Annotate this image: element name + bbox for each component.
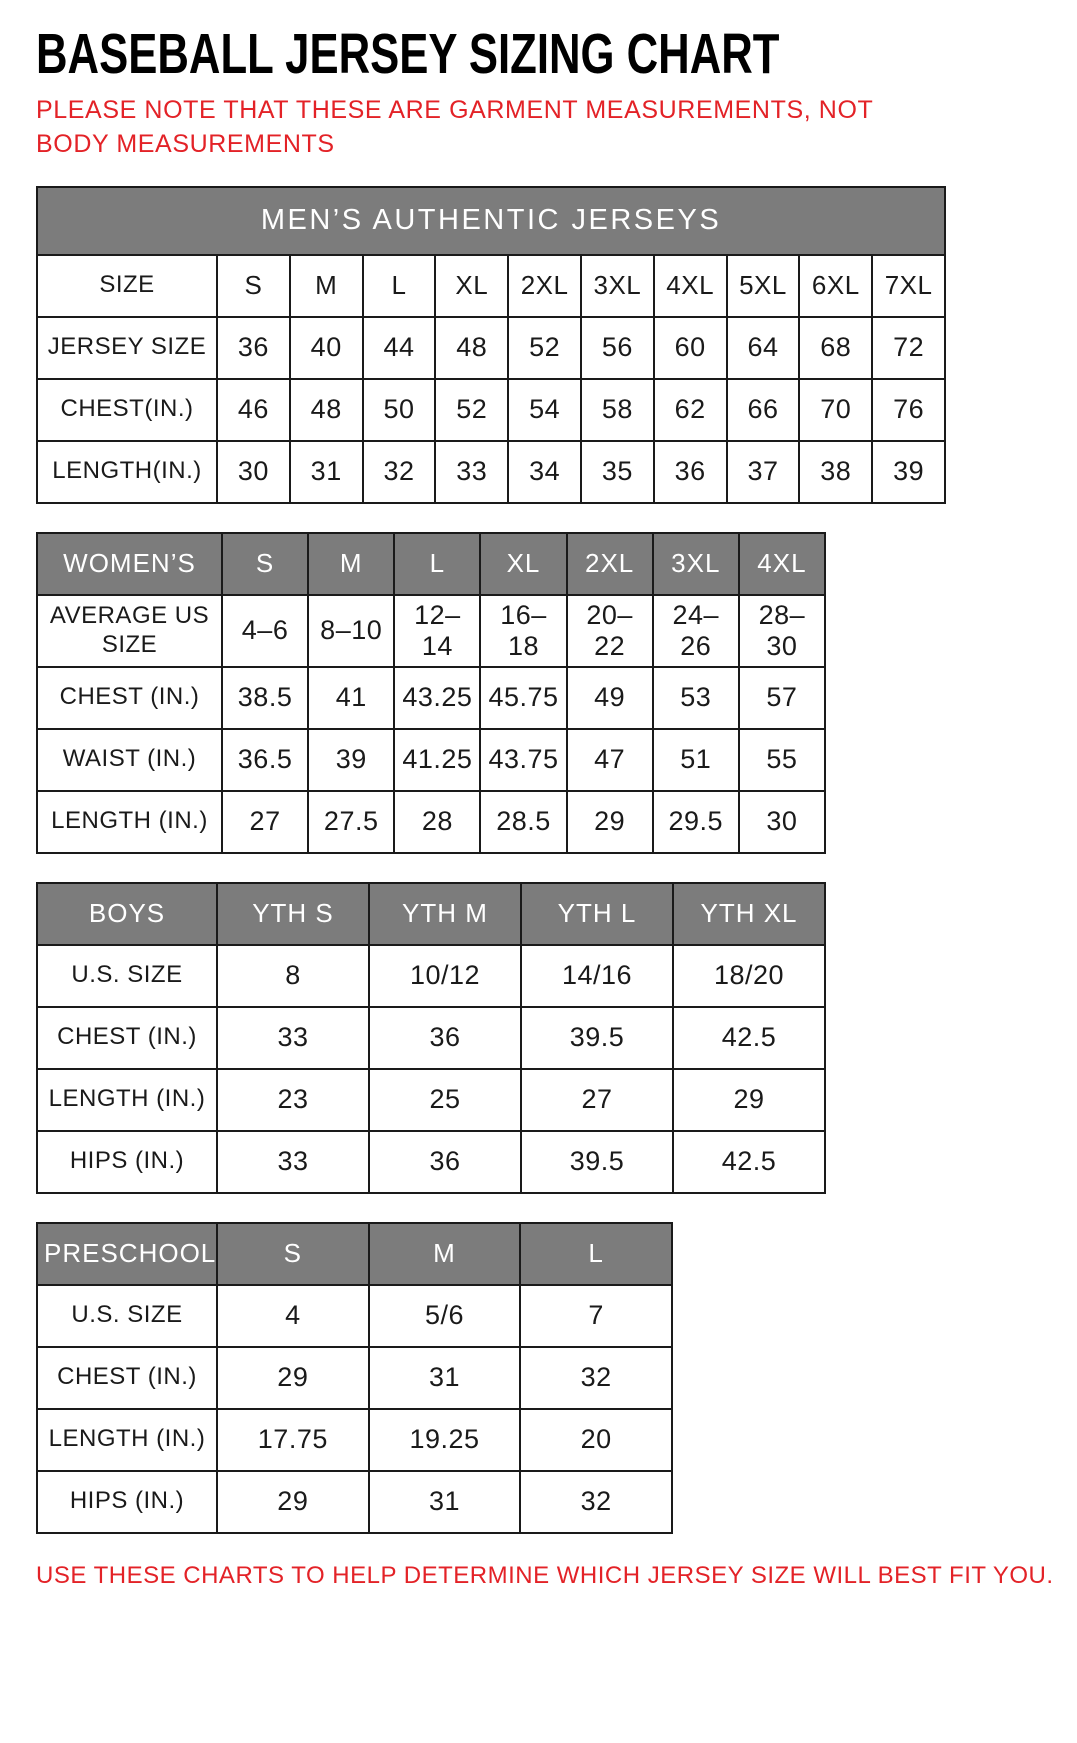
boys-value-cell: 36 [369, 1007, 521, 1069]
womens-size-table [36, 532, 826, 854]
womens-row-label: LENGTH (IN.) [37, 791, 222, 853]
mens-value-cell: 36 [654, 441, 727, 503]
womens-header-cell: XL [480, 533, 566, 595]
boys-data-row [37, 1131, 825, 1193]
preschool-row-label: HIPS (IN.) [37, 1471, 217, 1533]
womens-value-cell: 53 [653, 667, 739, 729]
womens-table-container [36, 532, 1077, 854]
womens-value-cell: 55 [739, 729, 825, 791]
boys-value-cell: 14/16 [521, 945, 673, 1007]
mens-value-cell: 76 [872, 379, 945, 441]
boys-value-cell: 27 [521, 1069, 673, 1131]
mens-data-row [37, 379, 945, 441]
preschool-data-row [37, 1409, 672, 1471]
preschool-value-cell: 4 [217, 1285, 369, 1347]
boys-value-cell: 33 [217, 1131, 369, 1193]
mens-value-cell: 30 [217, 441, 290, 503]
preschool-data-row [37, 1285, 672, 1347]
womens-row-label: AVERAGE US SIZE [37, 595, 222, 667]
preschool-data-row [37, 1471, 672, 1533]
mens-value-cell: 68 [799, 317, 872, 379]
womens-value-cell: 29.5 [653, 791, 739, 853]
mens-value-cell: 56 [581, 317, 654, 379]
mens-value-cell: 48 [290, 379, 363, 441]
boys-row-label: CHEST (IN.) [37, 1007, 217, 1069]
mens-value-cell: 37 [727, 441, 800, 503]
boys-row-label: HIPS (IN.) [37, 1131, 217, 1193]
mens-header-cell: 2XL [508, 255, 581, 317]
preschool-row-label: U.S. SIZE [37, 1285, 217, 1347]
mens-header-cell: 5XL [727, 255, 800, 317]
preschool-table-container [36, 1222, 1077, 1534]
womens-value-cell: 39 [308, 729, 394, 791]
womens-value-cell: 8–10 [308, 595, 394, 667]
boys-table-container [36, 882, 1077, 1194]
womens-value-cell: 20–22 [567, 595, 653, 667]
boys-row-label: U.S. SIZE [37, 945, 217, 1007]
womens-header-cell: 4XL [739, 533, 825, 595]
womens-row-label: CHEST (IN.) [37, 667, 222, 729]
preschool-value-cell: 19.25 [369, 1409, 521, 1471]
mens-header-cell: XL [435, 255, 508, 317]
womens-data-row [37, 595, 825, 667]
mens-value-cell: 34 [508, 441, 581, 503]
preschool-size-table [36, 1222, 673, 1534]
preschool-value-cell: 5/6 [369, 1285, 521, 1347]
mens-value-cell: 38 [799, 441, 872, 503]
womens-value-cell: 28 [394, 791, 480, 853]
boys-value-cell: 36 [369, 1131, 521, 1193]
womens-value-cell: 49 [567, 667, 653, 729]
boys-data-row [37, 945, 825, 1007]
mens-header-cell: 4XL [654, 255, 727, 317]
boys-data-row [37, 1007, 825, 1069]
boys-header-label: BOYS [37, 883, 217, 945]
mens-header-label: SIZE [37, 255, 217, 317]
preschool-row-label: CHEST (IN.) [37, 1347, 217, 1409]
womens-value-cell: 27.5 [308, 791, 394, 853]
mens-header-cell: M [290, 255, 363, 317]
boys-header-row [37, 883, 825, 945]
mens-table-banner: MEN’S AUTHENTIC JERSEYS [37, 187, 945, 255]
womens-row-label: WAIST (IN.) [37, 729, 222, 791]
mens-row-label: LENGTH(IN.) [37, 441, 217, 503]
womens-header-cell: 2XL [567, 533, 653, 595]
boys-size-table [36, 882, 826, 1194]
boys-value-cell: 39.5 [521, 1131, 673, 1193]
mens-header-cell: 7XL [872, 255, 945, 317]
mens-row-label: JERSEY SIZE [37, 317, 217, 379]
boys-header-cell: YTH M [369, 883, 521, 945]
preschool-value-cell: 20 [520, 1409, 672, 1471]
preschool-value-cell: 32 [520, 1471, 672, 1533]
mens-header-row [37, 255, 945, 317]
mens-value-cell: 62 [654, 379, 727, 441]
womens-value-cell: 41 [308, 667, 394, 729]
womens-value-cell: 29 [567, 791, 653, 853]
womens-value-cell: 45.75 [480, 667, 566, 729]
womens-value-cell: 51 [653, 729, 739, 791]
womens-value-cell: 12–14 [394, 595, 480, 667]
boys-value-cell: 39.5 [521, 1007, 673, 1069]
womens-value-cell: 43.25 [394, 667, 480, 729]
mens-value-cell: 58 [581, 379, 654, 441]
boys-header-cell: YTH XL [673, 883, 825, 945]
womens-header-cell: 3XL [653, 533, 739, 595]
mens-value-cell: 32 [363, 441, 436, 503]
preschool-header-cell: L [520, 1223, 672, 1285]
preschool-header-label: PRESCHOOL [37, 1223, 217, 1285]
mens-value-cell: 52 [508, 317, 581, 379]
womens-value-cell: 30 [739, 791, 825, 853]
mens-table-container [36, 186, 1077, 504]
preschool-header-cell: S [217, 1223, 369, 1285]
womens-value-cell: 43.75 [480, 729, 566, 791]
mens-value-cell: 60 [654, 317, 727, 379]
boys-value-cell: 42.5 [673, 1131, 825, 1193]
mens-data-row [37, 441, 945, 503]
mens-data-row [37, 317, 945, 379]
womens-value-cell: 27 [222, 791, 308, 853]
footer-note: USE THESE CHARTS TO HELP DETERMINE WHICH JERSEY SIZE WILL BEST FIT YOU. [36, 1561, 1054, 1589]
mens-size-table [36, 186, 946, 504]
boys-data-row [37, 1069, 825, 1131]
womens-value-cell: 41.25 [394, 729, 480, 791]
mens-value-cell: 52 [435, 379, 508, 441]
mens-value-cell: 70 [799, 379, 872, 441]
womens-value-cell: 4–6 [222, 595, 308, 667]
preschool-value-cell: 29 [217, 1471, 369, 1533]
page-title: BASEBALL JERSEY SIZING CHART [36, 23, 780, 86]
mens-value-cell: 64 [727, 317, 800, 379]
womens-value-cell: 57 [739, 667, 825, 729]
boys-header-cell: YTH L [521, 883, 673, 945]
preschool-row-label: LENGTH (IN.) [37, 1409, 217, 1471]
boys-value-cell: 8 [217, 945, 369, 1007]
boys-value-cell: 10/12 [369, 945, 521, 1007]
mens-value-cell: 50 [363, 379, 436, 441]
mens-value-cell: 36 [217, 317, 290, 379]
mens-value-cell: 72 [872, 317, 945, 379]
mens-value-cell: 35 [581, 441, 654, 503]
mens-value-cell: 48 [435, 317, 508, 379]
mens-header-cell: S [217, 255, 290, 317]
womens-header-cell: S [222, 533, 308, 595]
mens-header-cell: L [363, 255, 436, 317]
womens-value-cell: 36.5 [222, 729, 308, 791]
womens-data-row [37, 791, 825, 853]
mens-value-cell: 40 [290, 317, 363, 379]
preschool-value-cell: 17.75 [217, 1409, 369, 1471]
womens-header-row [37, 533, 825, 595]
womens-value-cell: 38.5 [222, 667, 308, 729]
preschool-value-cell: 29 [217, 1347, 369, 1409]
boys-value-cell: 25 [369, 1069, 521, 1131]
boys-value-cell: 29 [673, 1069, 825, 1131]
womens-data-row [37, 729, 825, 791]
garment-measurements-note: PLEASE NOTE THAT THESE ARE GARMENT MEASUREMENTS, NOT BODY MEASUREMENTS [36, 96, 873, 158]
mens-value-cell: 44 [363, 317, 436, 379]
preschool-header-row [37, 1223, 672, 1285]
womens-header-cell: L [394, 533, 480, 595]
boys-value-cell: 23 [217, 1069, 369, 1131]
mens-header-cell: 6XL [799, 255, 872, 317]
mens-value-cell: 31 [290, 441, 363, 503]
boys-header-cell: YTH S [217, 883, 369, 945]
mens-header-cell: 3XL [581, 255, 654, 317]
mens-value-cell: 39 [872, 441, 945, 503]
boys-value-cell: 42.5 [673, 1007, 825, 1069]
boys-value-cell: 18/20 [673, 945, 825, 1007]
preschool-value-cell: 7 [520, 1285, 672, 1347]
preschool-header-cell: M [369, 1223, 521, 1285]
preschool-value-cell: 32 [520, 1347, 672, 1409]
mens-value-cell: 33 [435, 441, 508, 503]
mens-value-cell: 54 [508, 379, 581, 441]
boys-value-cell: 33 [217, 1007, 369, 1069]
mens-banner-row [37, 187, 945, 255]
preschool-value-cell: 31 [369, 1347, 521, 1409]
womens-value-cell: 28–30 [739, 595, 825, 667]
womens-header-label: WOMEN’S [37, 533, 222, 595]
mens-row-label: CHEST(IN.) [37, 379, 217, 441]
boys-row-label: LENGTH (IN.) [37, 1069, 217, 1131]
preschool-value-cell: 31 [369, 1471, 521, 1533]
womens-data-row [37, 667, 825, 729]
preschool-data-row [37, 1347, 672, 1409]
womens-value-cell: 16–18 [480, 595, 566, 667]
womens-header-cell: M [308, 533, 394, 595]
womens-value-cell: 47 [567, 729, 653, 791]
mens-value-cell: 66 [727, 379, 800, 441]
mens-value-cell: 46 [217, 379, 290, 441]
womens-value-cell: 24–26 [653, 595, 739, 667]
womens-value-cell: 28.5 [480, 791, 566, 853]
